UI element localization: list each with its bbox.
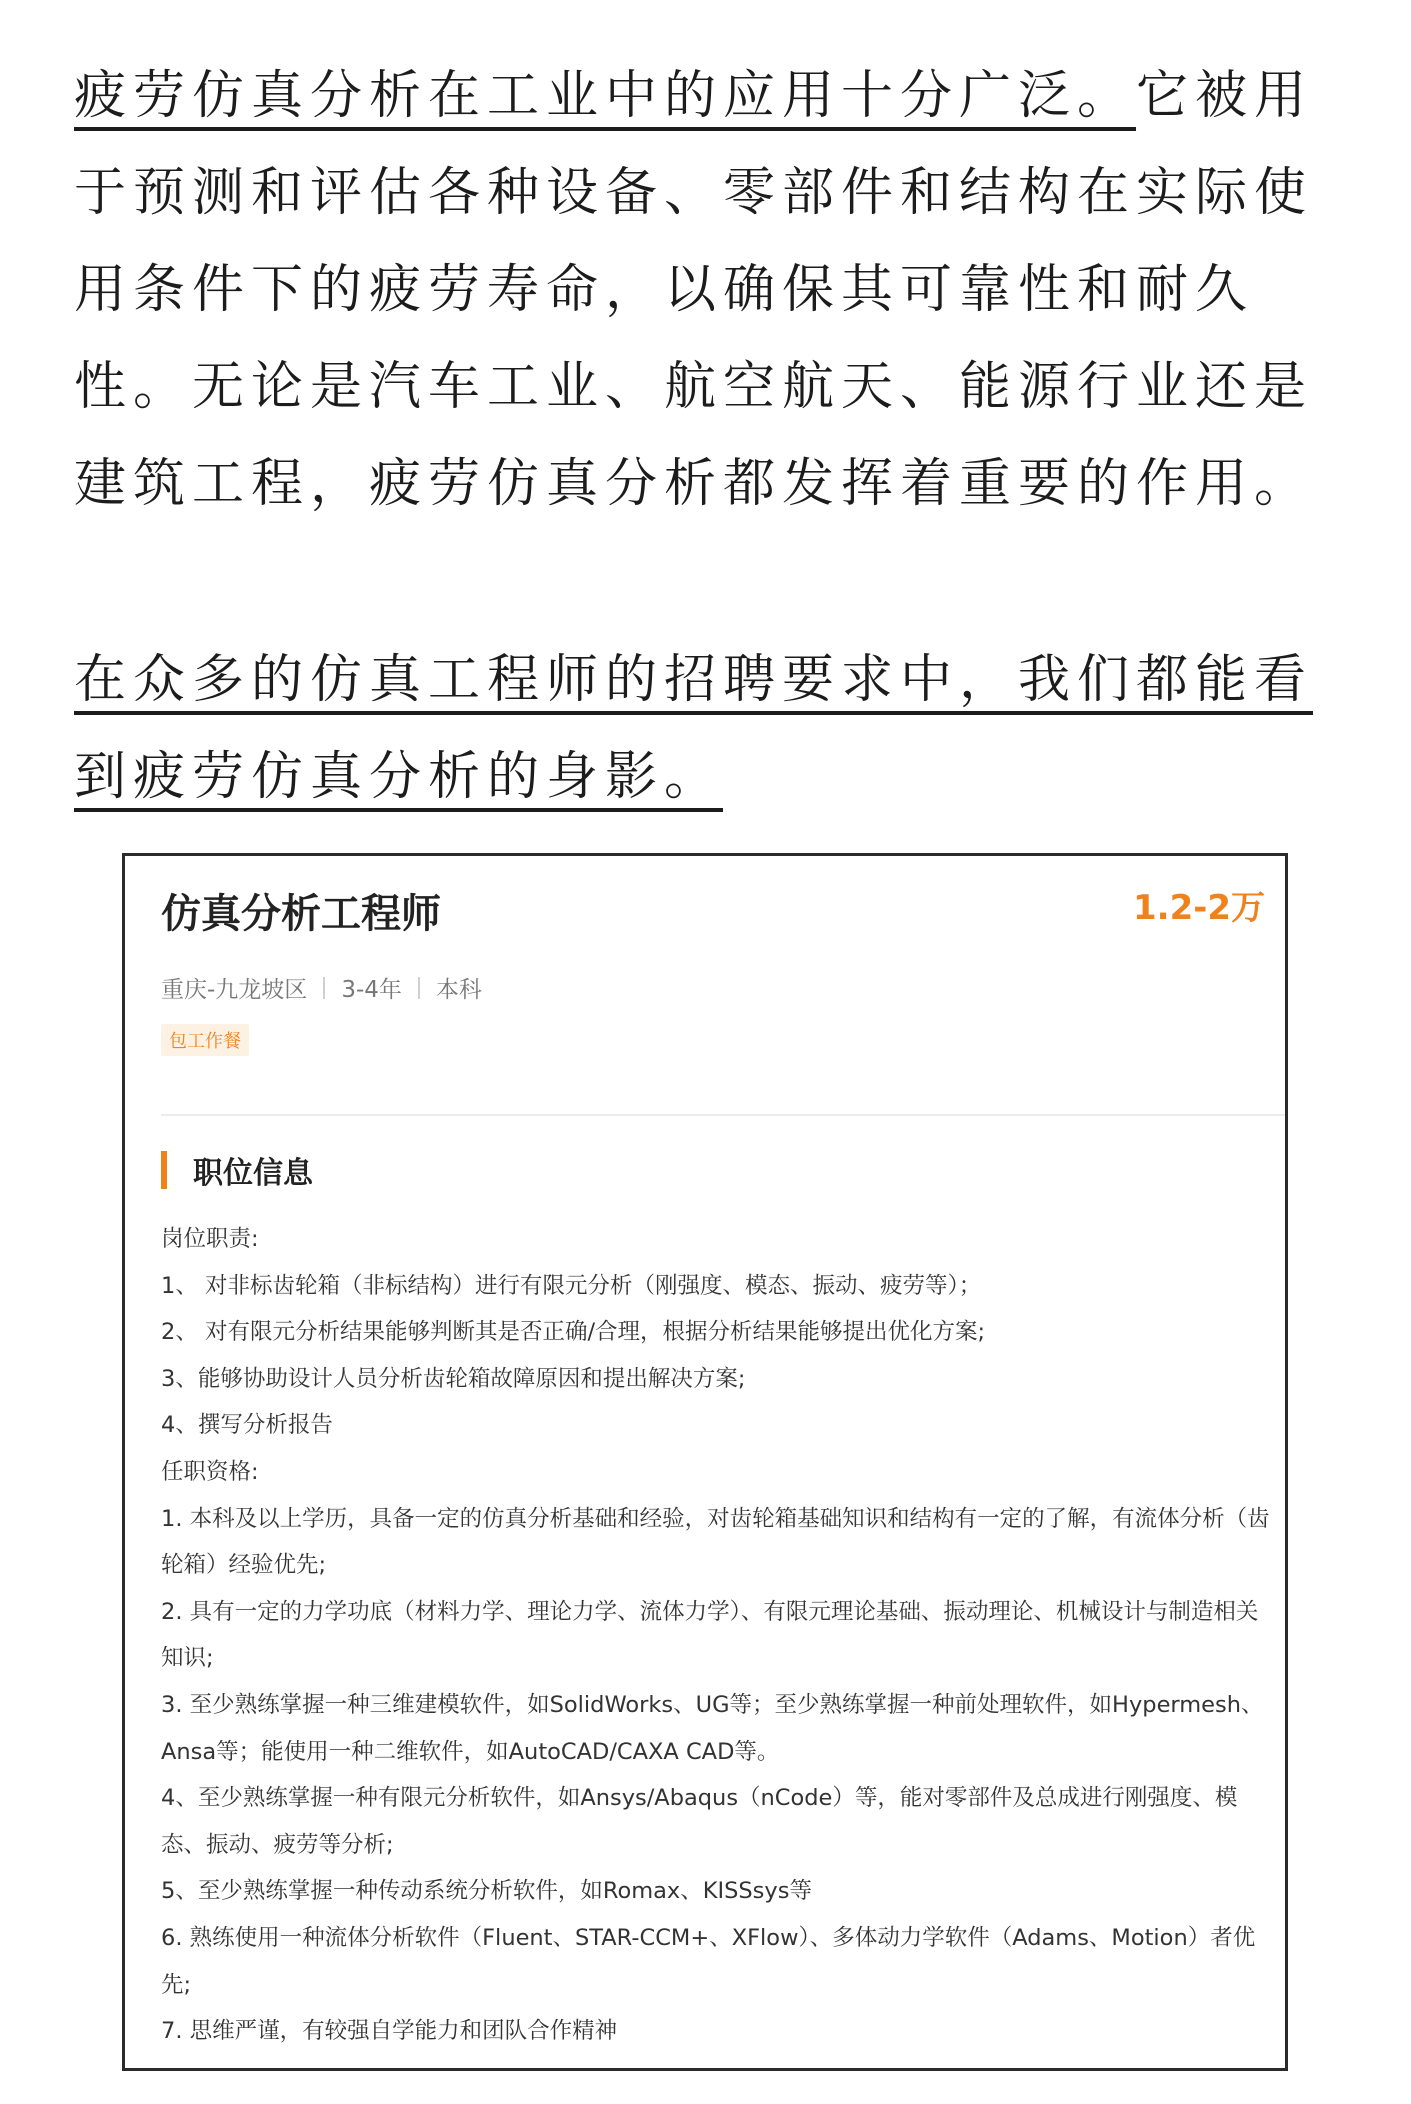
- job-card: [122, 853, 1288, 2071]
- desc-line: 3、能够协助设计人员分析齿轮箱故障原因和提出解决方案;: [161, 1365, 746, 1392]
- section-accent-bar: [161, 1151, 167, 1189]
- desc-line: 6. 熟练使用一种流体分析软件（Fluent、STAR-CCM+、XFlow）、多体动力学软件（Adams、Motion）者优先;: [161, 1924, 1256, 1998]
- desc-line: 4、撰写分析报告: [161, 1412, 333, 1439]
- job-meta: [161, 971, 482, 1004]
- desc-line: 5、至少熟练掌握一种传动系统分析软件，如Romax、KISSsys等: [161, 1878, 812, 1905]
- intro-paragraph-2: [74, 632, 1344, 826]
- intro-paragraph-1: [74, 48, 1344, 533]
- education: 本科: [435, 977, 482, 1003]
- desc-line: 2、 对有限元分析结果能够判断其是否正确/合理，根据分析结果能够提出优化方案;: [161, 1319, 986, 1346]
- salary: 1.2-2万: [1133, 888, 1265, 928]
- intro-text: 它被用于预测和评估各种设备、零部件和结构在实际使用条件下的疲劳寿命，以确保其可靠性和耐久性。无论是汽车工业、航空航天、能源行业还是建筑工程，疲劳仿真分析都发挥着重要的作用。: [74, 66, 1314, 514]
- meta-separator: [323, 977, 325, 999]
- desc-line: 7. 思维严谨，有较强自学能力和团队合作精神: [161, 2018, 618, 2045]
- divider: [161, 1114, 1285, 1116]
- desc-line: 1、 对非标齿轮箱（非标结构）进行有限元分析（刚强度、模态、振动、疲劳等）；: [161, 1272, 982, 1299]
- job-description: [161, 1216, 1271, 2055]
- benefit-tag: 包工作餐: [161, 1024, 249, 1056]
- meta-separator: [418, 977, 420, 999]
- desc-line: 3. 至少熟练掌握一种三维建模软件，如SolidWorks、UG等；至少熟练掌握一种前处理软件，如Hypermesh、Ansa等；能使用一种二维软件，如AutoCAD/CAXA CAD等。: [161, 1691, 1264, 1765]
- location: 重庆-九龙坡区: [161, 977, 308, 1003]
- desc-line: 1. 本科及以上学历，具备一定的仿真分析基础和经验，对齿轮箱基础知识和结构有一定的了解，有流体分析（齿轮箱）经验优先;: [161, 1505, 1270, 1579]
- intro-highlight-2: 在众多的仿真工程师的招聘要求中，我们都能看到疲劳仿真分析的身影。: [74, 650, 1314, 807]
- intro-highlight: 疲劳仿真分析在工业中的应用十分广泛。: [74, 66, 1137, 126]
- desc-line: 4、至少熟练掌握一种有限元分析软件，如Ansys/Abaqus（nCode）等，能对零部件及总成进行刚强度、模态、振动、疲劳等分析;: [161, 1785, 1238, 1858]
- desc-line: 任职资格:: [161, 1458, 259, 1485]
- job-title: 仿真分析工程师: [161, 891, 441, 937]
- experience: 3-4年: [341, 977, 402, 1003]
- desc-line: 2. 具有一定的力学功底（材料力学、理论力学、流体力学）、有限元理论基础、振动理论、机械设计与制造相关知识;: [161, 1598, 1259, 1672]
- section-title: 职位信息: [193, 1156, 313, 1191]
- desc-line: 岗位职责:: [161, 1226, 259, 1252]
- section-header: [161, 1148, 313, 1192]
